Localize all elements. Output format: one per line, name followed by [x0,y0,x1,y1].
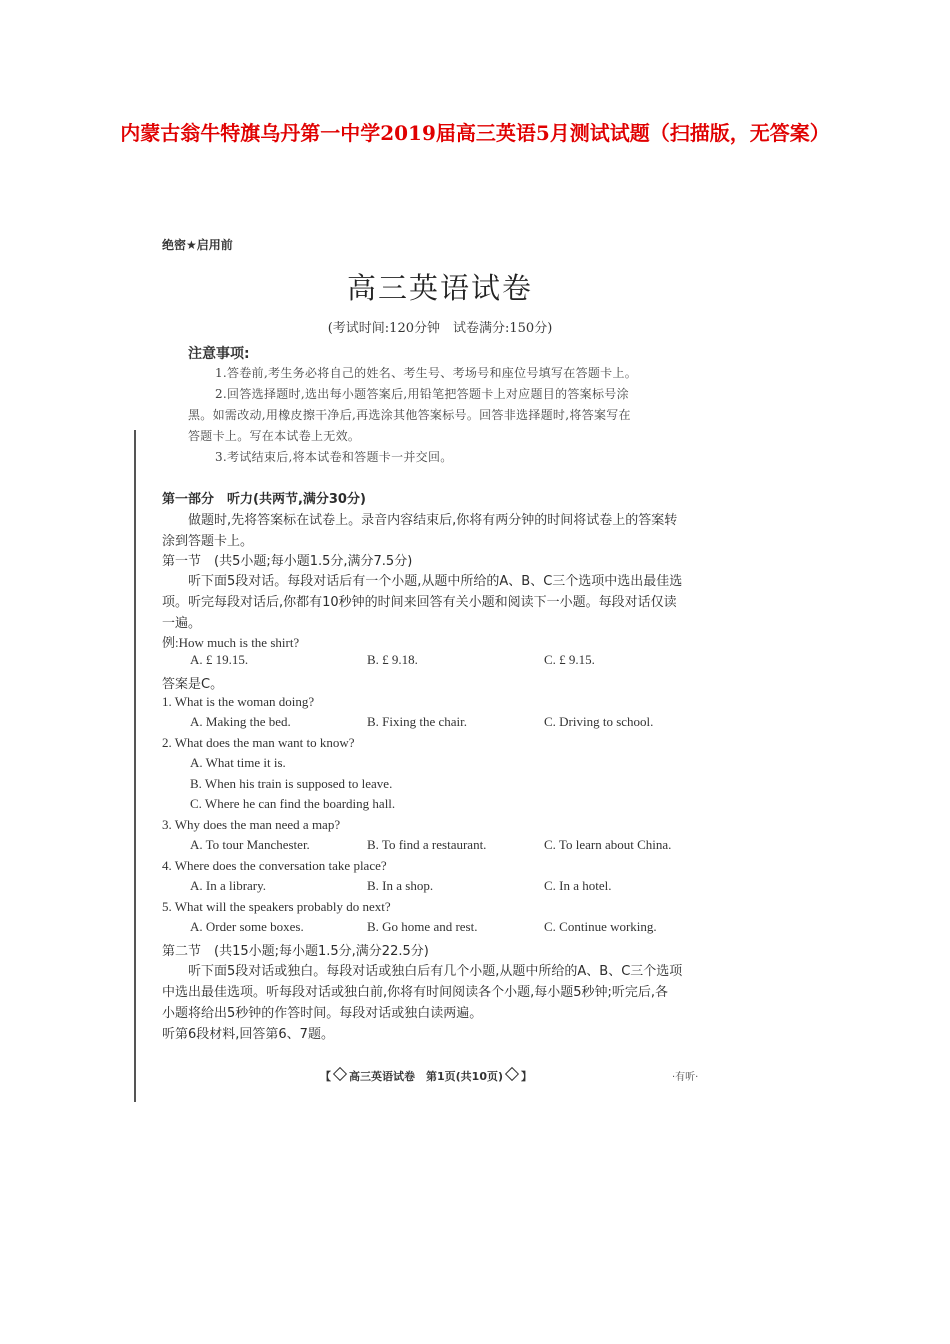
part1-intro-line: 涂到答题卡上。 [162,534,254,549]
example-option-c: C. £ 9.15. [544,652,595,667]
footer-bracket-right: 】 [521,1070,533,1083]
document-title: 内蒙古翁牛特旗乌丹第一中学2019届高三英语5月测试试题（扫描版，无答案） [120,121,830,145]
question-3: 3. Why does the man need a map? [162,817,341,832]
question-5-option-c: C. Continue working. [544,919,657,934]
footer-page-info: 高三英语试卷 第1页(共10页) [349,1070,504,1083]
notice-line: 1.答卷前,考生务必将自己的姓名、考生号、考场号和座位号填写在答题卡上。 [215,366,638,380]
question-1: 1. What is the woman doing? [162,694,315,709]
part1-heading: 第一部分 听力(共两节,满分30分) [162,492,366,507]
example-answer: 答案是C。 [162,677,224,692]
question-3-option-a: A. To tour Manchester. [190,837,310,852]
question-2-option-a: A. What time it is. [190,755,286,770]
example-question: 例:How much is the shirt? [162,635,300,650]
section2-line: 小题将给出5秒钟的作答时间。每段对话或独白读两遍。 [162,1006,483,1021]
material-intro: 听第6段材料,回答第6、7题。 [162,1027,334,1042]
question-1-option-b: B. Fixing the chair. [367,714,468,729]
example-option-a: A. £ 19.15. [190,652,249,667]
footer-bracket-left: 【 [320,1070,331,1083]
notice-line: 答题卡上。写在本试卷上无效。 [188,429,361,443]
question-4-option-c: C. In a hotel. [544,878,612,893]
question-2-option-b: B. When his train is supposed to leave. [190,776,393,791]
section2-line: 中选出最佳选项。听每段对话或独白前,你将有时间阅读各个小题,每小题5秒钟;听完后,各 [162,985,669,1000]
exam-info: (考试时间:120分钟 试卷满分:150分) [327,321,553,336]
section1-line: 项。听完每段对话后,你都有10秒钟的时间来回答有关小题和阅读下一小题。每段对话仅读 [162,595,677,610]
notice-heading: 注意事项: [188,346,250,362]
question-4: 4. Where does the conversation take place? [162,858,387,873]
footer-mark: ·有听· [672,1072,699,1083]
question-5: 5. What will the speakers probably do next? [162,899,391,914]
diamond-icon [333,1067,347,1081]
section1-line: 听下面5段对话。每段对话后有一个小题,从题中所给的A、B、C三个选项中选出最佳选 [188,574,683,589]
question-3-option-b: B. To find a restaurant. [367,837,487,852]
part1-intro-line: 做题时,先将答案标在试卷上。录音内容结束后,你将有两分钟的时间将试卷上的答案转 [188,513,678,528]
question-1-option-a: A. Making the bed. [190,714,291,729]
confidential-mark: 绝密★启用前 [162,238,233,252]
question-3-option-c: C. To learn about China. [544,837,672,852]
diamond-icon [505,1067,519,1081]
scan-edge-line [134,430,136,1102]
notice-line: 黑。如需改动,用橡皮擦干净后,再选涂其他答案标号。回答非选择题时,将答案写在 [188,408,631,422]
question-2: 2. What does the man want to know? [162,735,355,750]
question-2-option-c: C. Where he can find the boarding hall. [190,796,396,811]
notice-line: 2.回答选择题时,选出每小题答案后,用铅笔把答题卡上对应题目的答案标号涂 [215,387,629,401]
question-4-option-b: B. In a shop. [367,878,434,893]
notice-line: 3.考试结束后,将本试卷和答题卡一并交回。 [215,450,453,464]
section2-line: 听下面5段对话或独白。每段对话或独白后有几个小题,从题中所给的A、B、C三个选项 [188,964,683,979]
question-4-option-a: A. In a library. [190,878,267,893]
section1-heading: 第一节 (共5小题;每小题1.5分,满分7.5分) [162,554,413,569]
exam-title: 高三英语试卷 [346,271,533,305]
question-1-option-c: C. Driving to school. [544,714,654,729]
example-option-b: B. £ 9.18. [367,652,418,667]
question-5-option-a: A. Order some boxes. [190,919,304,934]
page-footer [320,1068,532,1084]
section1-line: 一遍。 [162,616,202,631]
question-5-option-b: B. Go home and rest. [367,919,478,934]
section2-heading: 第二节 (共15小题;每小题1.5分,满分22.5分) [162,944,429,959]
